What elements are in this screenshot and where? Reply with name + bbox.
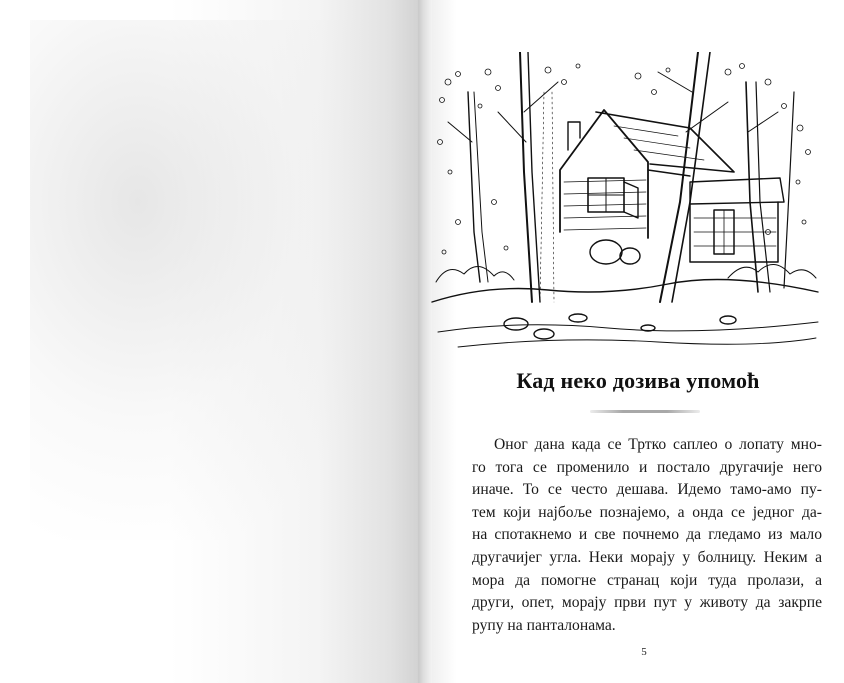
paragraph-line: иначе. То се често дешава. Идемо тамо-амо пу- <box>472 481 822 499</box>
paragraph-line: тем који најбоље познајемо, а онда се једног да- <box>472 503 822 521</box>
chapter-title: Кад неко дозива упомоћ <box>516 368 760 393</box>
page-number: 5 <box>641 646 647 658</box>
illustration-drawing <box>428 52 820 350</box>
left-page-shadow <box>30 20 390 540</box>
paragraph-line: Оног дана када се Тртко саплео о лопату мно- <box>494 436 822 453</box>
title-divider <box>590 410 700 413</box>
paragraph-line: други, опет, морају први пут у животу да закрпе <box>472 594 822 612</box>
paragraph-line: на спотакнемо и све почнемо да гледамо из мало <box>472 526 822 544</box>
chapter-paragraph <box>472 434 822 637</box>
paragraph-line: рупу на панталонама. <box>472 616 616 634</box>
paragraph-line: мора да помогне странац који туда пролази, а <box>472 571 822 589</box>
cabin-in-woods-illustration <box>428 52 820 350</box>
paragraph-line: другачијег угла. Неки морају у болницу. Неким а <box>472 548 822 566</box>
paragraph-line: го тога се променило и постало другачије него <box>472 458 822 476</box>
